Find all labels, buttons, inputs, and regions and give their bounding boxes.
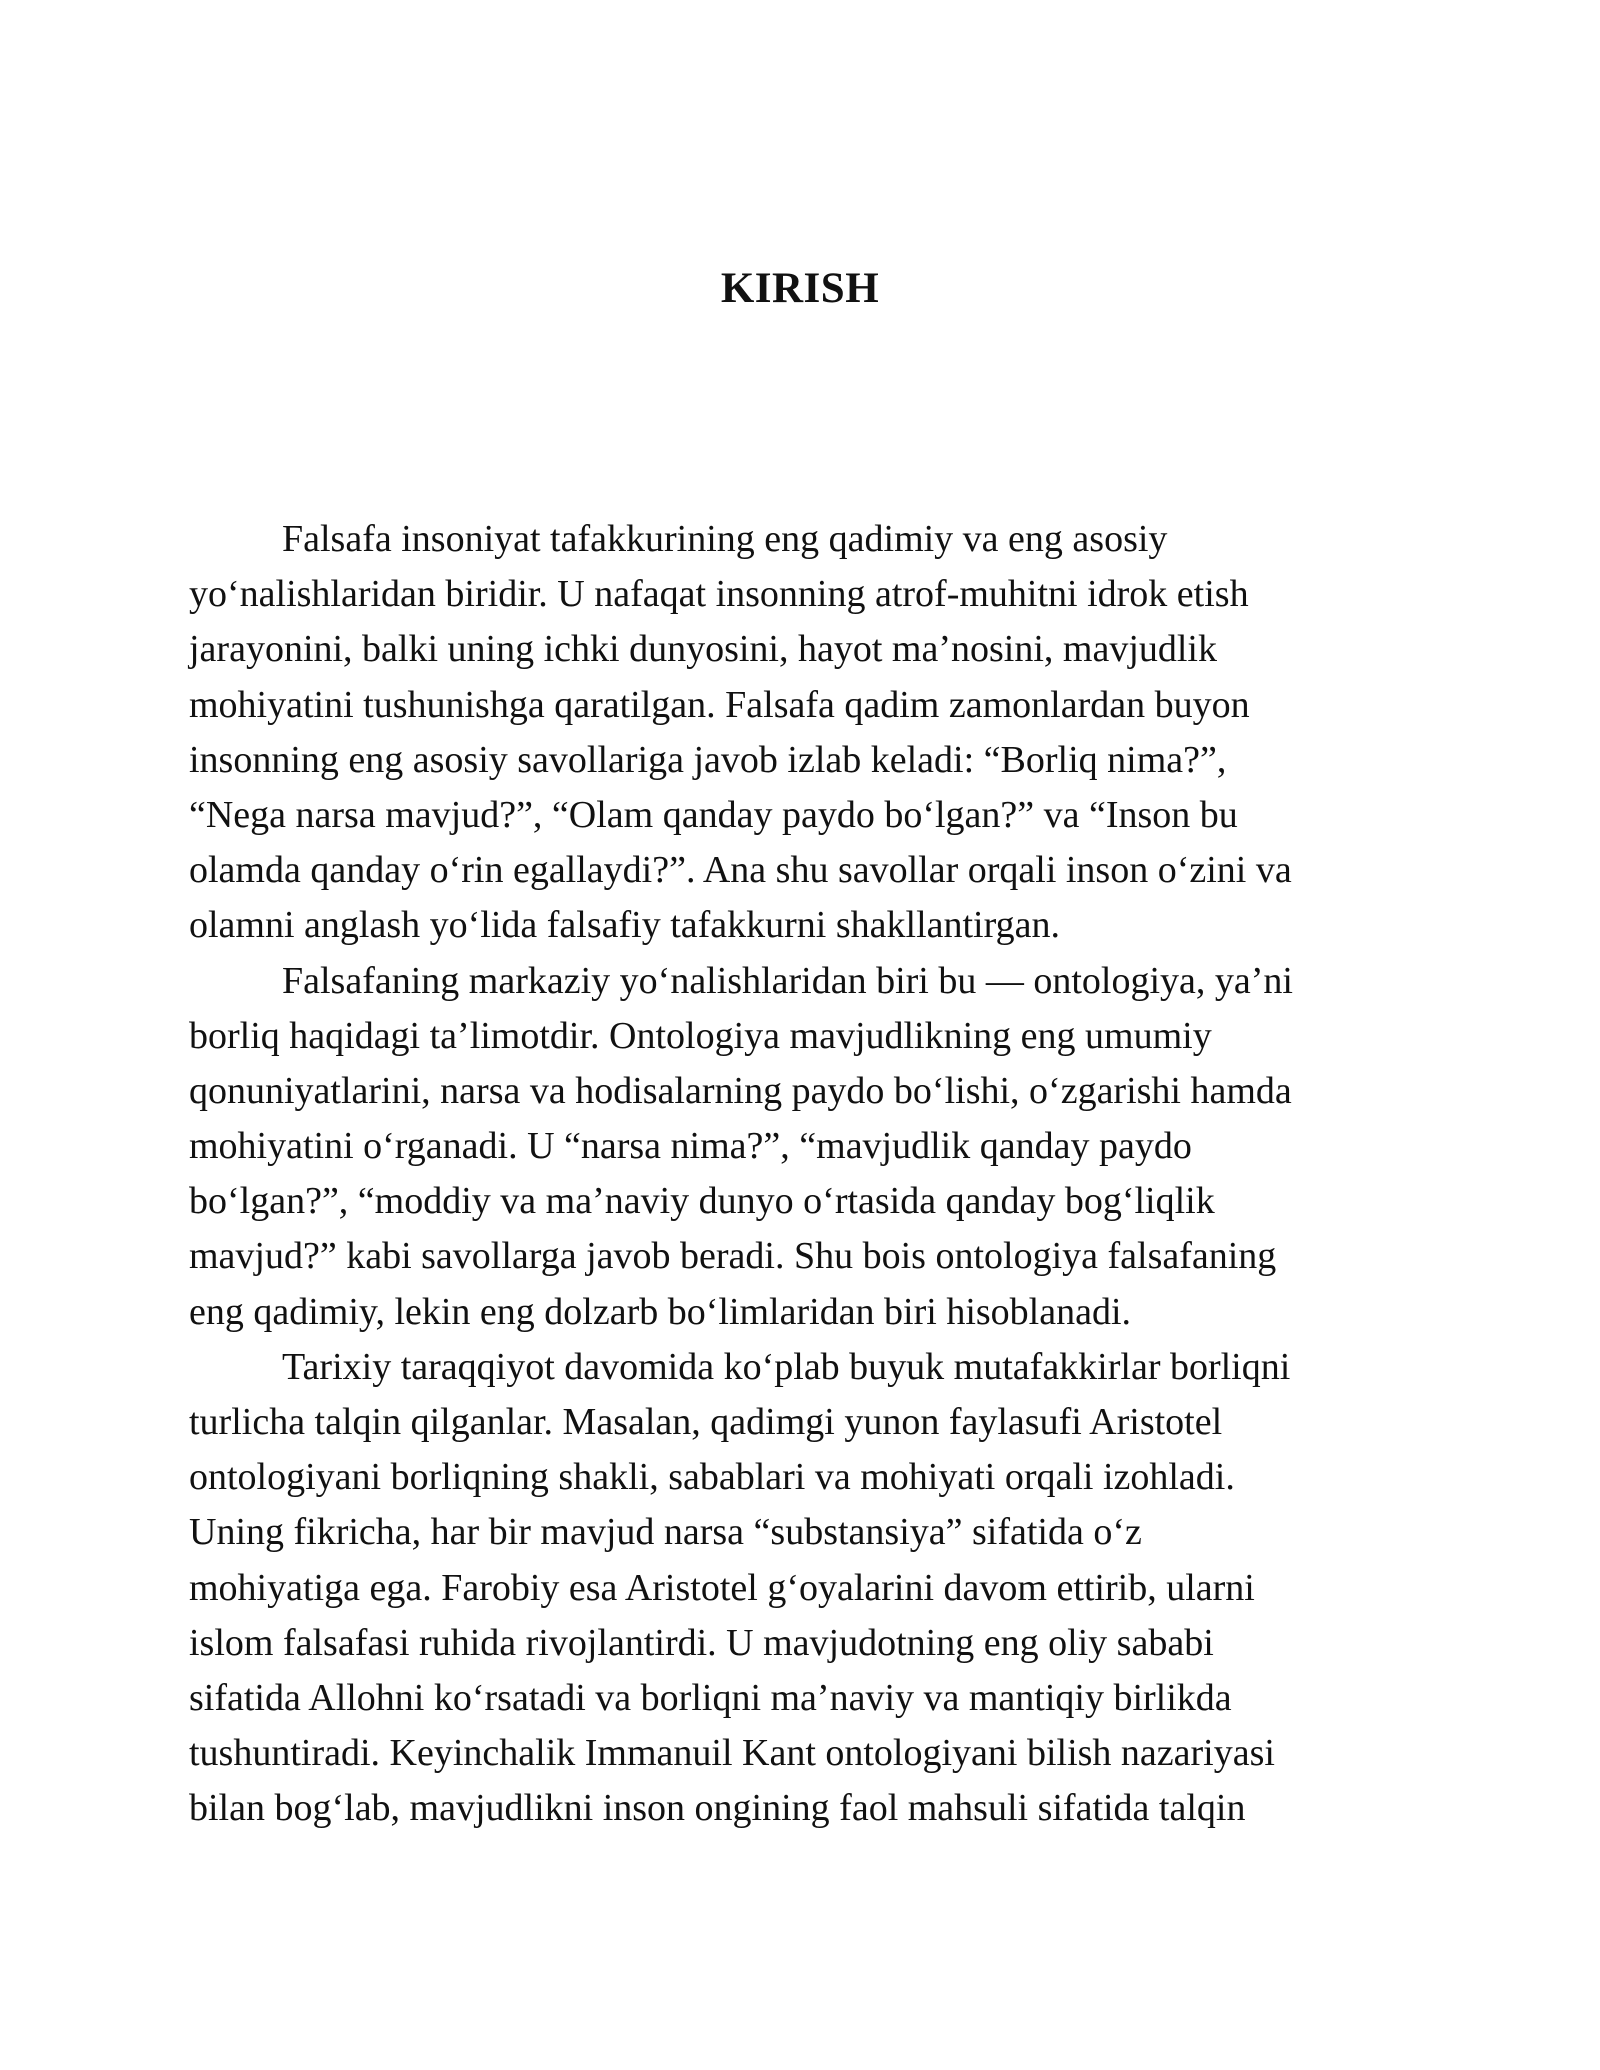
text-line: tushuntiradi. Keyinchalik Immanuil Kant ontologiyani bilish nazariyasi xyxy=(189,1732,1275,1775)
text-line: olamni anglash yo‘lida falsafiy tafakkurni shakllantirgan. xyxy=(189,904,1060,947)
text-line: sifatida Allohni ko‘rsatadi va borliqni ma’naviy va mantiqiy birlikda xyxy=(189,1676,1232,1719)
text-line: Uning fikricha, har bir mavjud narsa “substansiya” sifatida o‘z xyxy=(189,1511,1142,1554)
text-line: Falsafaning markaziy yo‘nalishlaridan biri bu — ontologiya, ya’ni xyxy=(282,959,1293,1002)
page-title: KIRISH xyxy=(720,265,880,312)
text-line: olamda qanday o‘rin egallaydi?”. Ana shu savollar orqali inson o‘zini va xyxy=(189,849,1292,892)
text-line: Falsafa insoniyat tafakkurining eng qadimiy va eng asosiy xyxy=(282,518,1168,560)
text-line: jarayonini, balki uning ichki dunyosini, hayot ma’nosini, mavjudlik xyxy=(189,628,1217,671)
text-line: mavjud?” kabi savollarga javob beradi. Shu bois ontologiya falsafaning xyxy=(189,1235,1277,1278)
text-line: islom falsafasi ruhida rivojlantirdi. U mavjudotning eng oliy sababi xyxy=(189,1621,1214,1664)
text-line: bo‘lgan?”, “moddiy va ma’naviy dunyo o‘rtasida qanday bog‘liqlik xyxy=(189,1180,1215,1223)
text-line: eng qadimiy, lekin eng dolzarb bo‘limlaridan biri hisoblanadi. xyxy=(189,1290,1132,1333)
text-line: turlicha talqin qilganlar. Masalan, qadimgi yunon faylasufi Aristotel xyxy=(189,1401,1223,1443)
text-line: mohiyatini tushunishga qaratilgan. Falsafa qadim zamonlardan buyon xyxy=(189,683,1250,726)
text-line: qonuniyatlarini, narsa va hodisalarning paydo bo‘lishi, o‘zgarishi hamda xyxy=(189,1069,1292,1112)
text-line: yo‘nalishlaridan biridir. U nafaqat insonning atrof-muhitni idrok etish xyxy=(189,573,1249,616)
text-line: bilan bog‘lab, mavjudlikni inson ongining faol mahsuli sifatida talqin xyxy=(189,1787,1246,1830)
text-line: “Nega narsa mavjud?”, “Olam qanday paydo bo‘lgan?” va “Inson bu xyxy=(189,793,1238,836)
text-line: ontologiyani borliqning shakli, sabablari va mohiyati orqali izohladi. xyxy=(189,1456,1235,1499)
text-line: borliq haqidagi ta’limotdir. Ontologiya mavjudlikning eng umumiy xyxy=(189,1014,1212,1057)
text-line: Tarixiy taraqqiyot davomida ko‘plab buyuk mutafakkirlar borliqni xyxy=(282,1345,1291,1388)
text-line: mohiyatiga ega. Farobiy esa Aristotel g‘oyalarini davom ettirib, ularni xyxy=(189,1566,1255,1609)
body-text xyxy=(189,512,1429,1837)
text-line: mohiyatini o‘rganadi. U “narsa nima?”, “mavjudlik qanday paydo xyxy=(189,1125,1192,1168)
text-line: insonning eng asosiy savollariga javob izlab keladi: “Borliq nima?”, xyxy=(189,738,1227,781)
